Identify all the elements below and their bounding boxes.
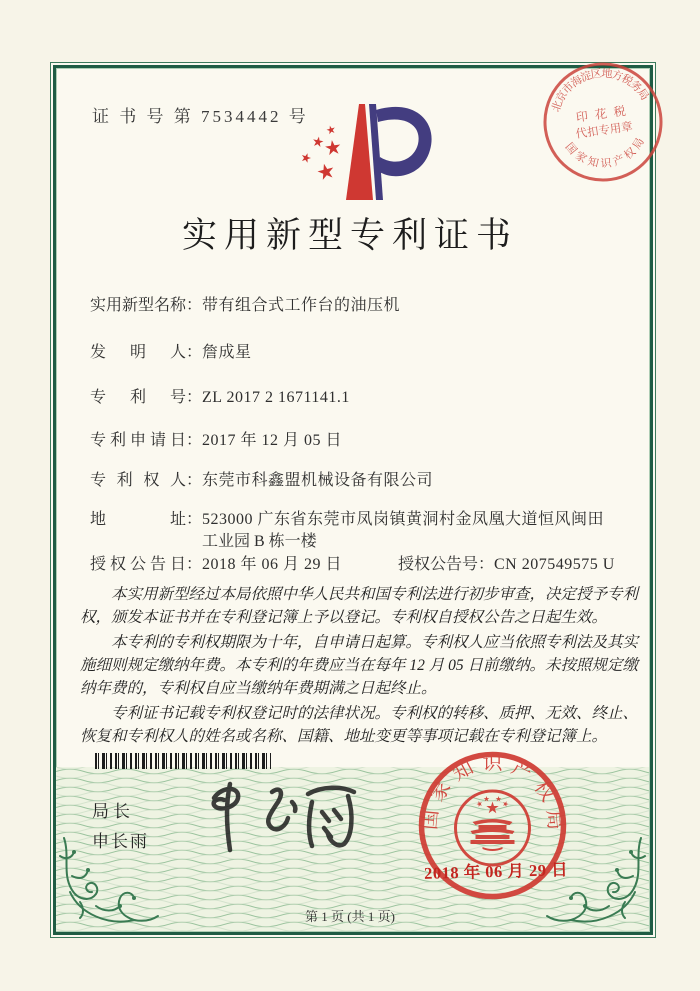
field-colon: ： bbox=[186, 432, 203, 449]
field-value-grant-date: 2018 年 06 月 29 日 bbox=[202, 556, 343, 573]
field-label: 授权公告号 bbox=[398, 556, 479, 573]
field-value-patent-name: 带有组合式工作台的油压机 bbox=[202, 297, 401, 314]
tax-stamp-line2: 代扣专用章 bbox=[574, 120, 634, 141]
legal-paragraph-2: 本专利的专利权期限为十年，自申请日起算。专利权人应当依照专利法及其实施细则规定缴纳年费。本专利的年费应当在每年 12 月 05 日前缴纳。未按照规定缴纳年费的，专利权自应当缴纳年费期满之日起终止。 bbox=[80, 634, 639, 697]
field-colon: ： bbox=[186, 389, 203, 406]
legal-text-block bbox=[80, 583, 638, 750]
field-value-patent-no: ZL 2017 2 1671141.1 bbox=[202, 389, 350, 406]
field-row-name bbox=[90, 292, 400, 315]
signature-handwriting bbox=[200, 772, 370, 862]
cnipa-logo bbox=[275, 98, 440, 208]
field-value-patentee: 东莞市科鑫盟机械设备有限公司 bbox=[202, 472, 434, 489]
field-value-grant-no: CN 207549575 U bbox=[494, 556, 615, 573]
tax-stamp-bottom-text: 国家知识产权局 bbox=[562, 136, 647, 171]
page-number: 第 1 页 (共 1 页) bbox=[305, 909, 395, 924]
barcode bbox=[95, 753, 271, 769]
field-value-filing-date: 2017 年 12 月 05 日 bbox=[202, 432, 343, 449]
director-title: 局长 bbox=[92, 802, 134, 821]
field-label: 专利申请日 bbox=[90, 432, 186, 449]
tax-stamp-line1: 印 花 税 bbox=[575, 103, 629, 125]
field-label: 授权公告日 bbox=[90, 556, 186, 573]
field-row-filing-date bbox=[90, 427, 342, 450]
official-seal-ring-text: 国家知识产权局 bbox=[418, 752, 567, 831]
field-row-grant-no bbox=[398, 551, 615, 574]
field-colon: ： bbox=[186, 556, 203, 573]
field-label: 专利号 bbox=[90, 389, 186, 406]
certificate-title: 实用新型专利证书 bbox=[181, 216, 518, 255]
national-emblem-icon bbox=[456, 791, 530, 865]
field-value-inventor: 詹成星 bbox=[202, 344, 252, 361]
field-row-grant-date bbox=[90, 551, 342, 574]
tax-stamp-seal bbox=[539, 58, 667, 186]
field-colon: ： bbox=[186, 297, 203, 314]
seal-date: 2018 年 06 月 29 日 bbox=[423, 860, 569, 883]
tax-stamp-ring-text: 北京市海淀区地方税务局 bbox=[550, 67, 651, 114]
field-label: 地址 bbox=[90, 511, 186, 528]
field-row-patentee bbox=[90, 467, 433, 490]
field-label: 发明人 bbox=[90, 344, 186, 361]
field-colon: ： bbox=[478, 556, 495, 573]
field-value-address-line2: 工业园 B 栋一楼 bbox=[202, 533, 317, 550]
field-label: 专利权人 bbox=[90, 472, 186, 489]
field-colon: ： bbox=[186, 511, 203, 528]
field-label: 实用新型名称 bbox=[90, 297, 187, 314]
field-colon: ： bbox=[186, 472, 203, 489]
field-row-address bbox=[90, 506, 604, 529]
field-colon: ： bbox=[186, 344, 203, 361]
legal-paragraph-3: 专利证书记载专利权登记时的法律状况。专利权的转移、质押、无效、终止、恢复和专利权人的姓名或名称、国籍、地址变更等事项记载在专利登记簿上。 bbox=[80, 705, 639, 745]
field-row-patent-no bbox=[90, 384, 350, 407]
certificate-number: 证 书 号 第 7534442 号 bbox=[92, 107, 309, 126]
legal-paragraph-1: 本实用新型经过本局依照中华人民共和国专利法进行初步审查，决定授予专利权，颁发本证书并在专利登记簿上予以登记。专利权自授权公告之日起生效。 bbox=[80, 586, 639, 626]
field-value-address: 523000 广东省东莞市凤岗镇黄洞村金凤凰大道恒风闽田 bbox=[202, 511, 605, 528]
field-row-inventor bbox=[90, 339, 252, 362]
director-name: 申长雨 bbox=[92, 832, 149, 851]
